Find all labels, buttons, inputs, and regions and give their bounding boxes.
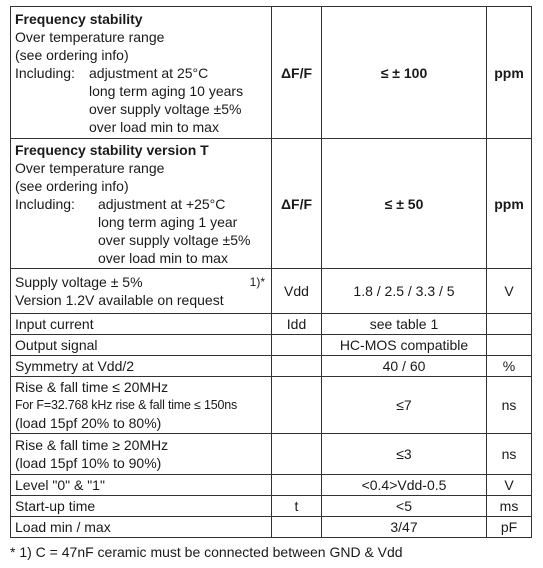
- symbol-cell: [272, 356, 322, 377]
- value-cell: ≤ ± 50: [322, 139, 487, 269]
- row-heading: Frequency stability: [15, 10, 143, 27]
- symbol-cell: [272, 517, 322, 538]
- unit-cell: ns: [487, 434, 532, 475]
- including-block: [15, 195, 267, 267]
- including-item: adjustment at 25°C: [89, 64, 209, 81]
- value-cell: see table 1: [322, 314, 487, 335]
- table-row: [11, 434, 532, 475]
- symbol-cell: [272, 335, 322, 356]
- unit-cell: ppm: [487, 139, 532, 269]
- including-item: adjustment at +25°C: [98, 195, 226, 212]
- symbol-cell: t: [272, 496, 322, 517]
- value-cell: 3/47: [322, 517, 487, 538]
- value-cell: <0.4>Vdd-0.5: [322, 475, 487, 496]
- table-row: [11, 356, 532, 377]
- param-line: (load 15pf 20% to 80%): [15, 415, 162, 431]
- parameter-cell: [11, 269, 272, 314]
- symbol-cell: [272, 475, 322, 496]
- parameter-cell: [11, 139, 272, 269]
- unit-cell: ppm: [487, 7, 532, 139]
- specification-table: [10, 6, 532, 538]
- including-label: Including:: [15, 195, 75, 212]
- table-row: [11, 475, 532, 496]
- unit-cell: %: [487, 356, 532, 377]
- table-row: [11, 269, 532, 314]
- parameter-cell: [11, 377, 272, 434]
- note-reference: 1)*: [249, 275, 265, 289]
- unit-cell: [487, 314, 532, 335]
- param-line: (load 15pf 10% to 90%): [15, 455, 162, 471]
- value-cell: 40 / 60: [322, 356, 487, 377]
- parameter-cell: [11, 434, 272, 475]
- param-line: Over temperature range: [15, 159, 165, 176]
- symbol-cell: ΔF/F: [272, 7, 322, 139]
- parameter-cell: [11, 7, 272, 139]
- unit-cell: pF: [487, 517, 532, 538]
- param-line: Version 1.2V available on request: [15, 292, 224, 308]
- symbol-cell: Idd: [272, 314, 322, 335]
- symbol-cell: [272, 434, 322, 475]
- param-line: For F=32.768 kHz rise & fall time ≤ 150ns: [15, 398, 238, 412]
- value-cell: ≤ ± 100: [322, 7, 487, 139]
- parameter-cell: Symmetry at Vdd/2: [11, 356, 272, 377]
- including-item: long term aging 10 years: [89, 82, 244, 99]
- value-cell: <5: [322, 496, 487, 517]
- table-row: [11, 7, 532, 139]
- param-line: (see ordering info): [15, 177, 129, 194]
- table-row: [11, 314, 532, 335]
- param-line: Supply voltage ± 5%: [15, 274, 143, 290]
- symbol-cell: ΔF/F: [272, 139, 322, 269]
- value-cell: HC-MOS compatible: [322, 335, 487, 356]
- param-line: (see ordering info): [15, 46, 129, 63]
- param-line: Over temperature range: [15, 28, 165, 45]
- footnote: * 1) C = 47nF ceramic must be connected between GND & Vdd: [10, 544, 403, 560]
- including-item: over supply voltage ±5%: [98, 231, 251, 248]
- table-row: [11, 496, 532, 517]
- parameter-cell: Output signal: [11, 335, 272, 356]
- symbol-cell: Vdd: [272, 269, 322, 314]
- row-heading: Frequency stability version T: [15, 141, 209, 158]
- unit-cell: ns: [487, 377, 532, 434]
- unit-cell: V: [487, 475, 532, 496]
- symbol-cell: [272, 377, 322, 434]
- table-row: [11, 335, 532, 356]
- including-item: long term aging 1 year: [98, 213, 238, 230]
- unit-cell: V: [487, 269, 532, 314]
- unit-cell: ms: [487, 496, 532, 517]
- including-item: over load min to max: [98, 249, 228, 266]
- parameter-cell: Level "0" & "1": [11, 475, 272, 496]
- table-row: [11, 517, 532, 538]
- table-row: [11, 139, 532, 269]
- parameter-cell: Input current: [11, 314, 272, 335]
- unit-cell: [487, 335, 532, 356]
- parameter-cell: Load min / max: [11, 517, 272, 538]
- value-cell: ≤3: [322, 434, 487, 475]
- value-cell: 1.8 / 2.5 / 3.3 / 5: [322, 269, 487, 314]
- table-row: [11, 377, 532, 434]
- param-line: Rise & fall time ≤ 20MHz: [15, 379, 169, 395]
- param-line: Rise & fall time ≥ 20MHz: [15, 437, 169, 453]
- including-item: over supply voltage ±5%: [89, 100, 242, 117]
- including-label: Including:: [15, 64, 75, 81]
- value-cell: ≤7: [322, 377, 487, 434]
- including-block: [15, 64, 267, 136]
- including-item: over load min to max: [89, 118, 219, 135]
- parameter-cell: Start-up time: [11, 496, 272, 517]
